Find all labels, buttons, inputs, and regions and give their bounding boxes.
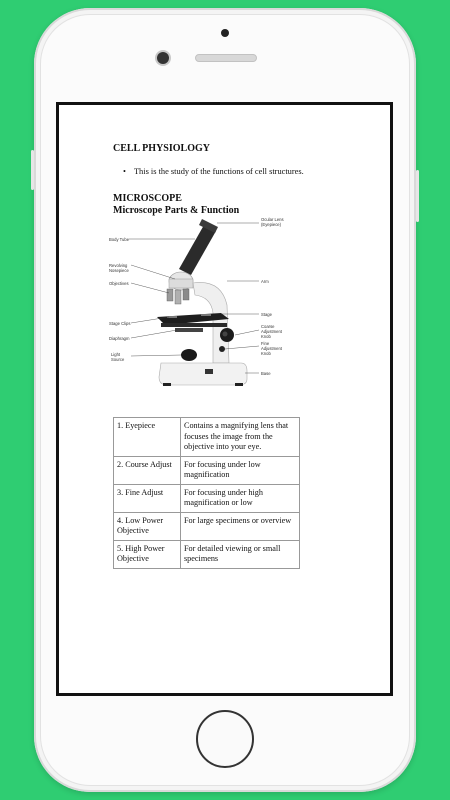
table-row <box>114 418 300 457</box>
power-button <box>416 170 419 222</box>
table-row <box>114 456 300 484</box>
front-camera <box>157 52 169 64</box>
function-cell: Contains a magnifying lens that focuses the image from the objective into your eye. <box>181 418 300 457</box>
function-cell: For focusing under low magnification <box>181 456 300 484</box>
function-cell: For detailed viewing or small specimens <box>181 540 300 568</box>
label-body-tube: Body Tube <box>109 237 130 242</box>
label-base: Base <box>261 371 271 376</box>
table-row <box>114 484 300 512</box>
part-cell: 4. Low Power Objective <box>114 512 181 540</box>
section-title: MICROSCOPE <box>113 193 182 204</box>
function-cell: For focusing under high magnification or low <box>181 484 300 512</box>
doc-title: CELL PHYSIOLOGY <box>113 143 210 154</box>
section-subtitle: Microscope Parts & Function <box>113 205 240 216</box>
label-coarse-adjustment-knob: Coarse Adjustment Knob <box>261 324 282 339</box>
bullet-text: This is the study of the functions of cell structures. <box>133 167 304 176</box>
label-diaphragm: Diaphragm <box>109 336 130 341</box>
earpiece-speaker <box>195 54 257 62</box>
label-ocular-lens: Ocular Lens (Eyepiece) <box>261 217 284 227</box>
part-cell: 1. Eyepiece <box>114 418 181 457</box>
label-stage-clips: Stage Clips <box>109 321 131 326</box>
microscope-body <box>157 219 247 386</box>
part-cell: 3. Fine Adjust <box>114 484 181 512</box>
label-arm: Arm <box>261 279 269 284</box>
label-stage: Stage <box>261 312 272 317</box>
label-objectives: Objectives <box>109 281 129 286</box>
proximity-sensor <box>221 29 229 37</box>
volume-button <box>31 150 34 190</box>
function-cell: For large specimens or overview <box>181 512 300 540</box>
bullet-icon: • <box>123 167 126 176</box>
parts-table <box>113 417 300 569</box>
label-fine-adjustment-knob: Fine Adjustment Knob <box>261 341 282 356</box>
label-revolving-nosepiece: Revolving Nosepiece <box>109 263 129 273</box>
part-cell: 2. Course Adjust <box>114 456 181 484</box>
label-light-source: Light Source <box>111 352 125 362</box>
screen <box>56 102 393 696</box>
table-row <box>114 540 300 568</box>
home-button[interactable] <box>196 710 254 768</box>
document-page[interactable] <box>59 105 390 693</box>
table-row <box>114 512 300 540</box>
bullet-item <box>123 167 304 176</box>
part-cell: 5. High Power Objective <box>114 540 181 568</box>
microscope-illustration <box>109 213 309 403</box>
microscope-diagram <box>109 213 309 403</box>
